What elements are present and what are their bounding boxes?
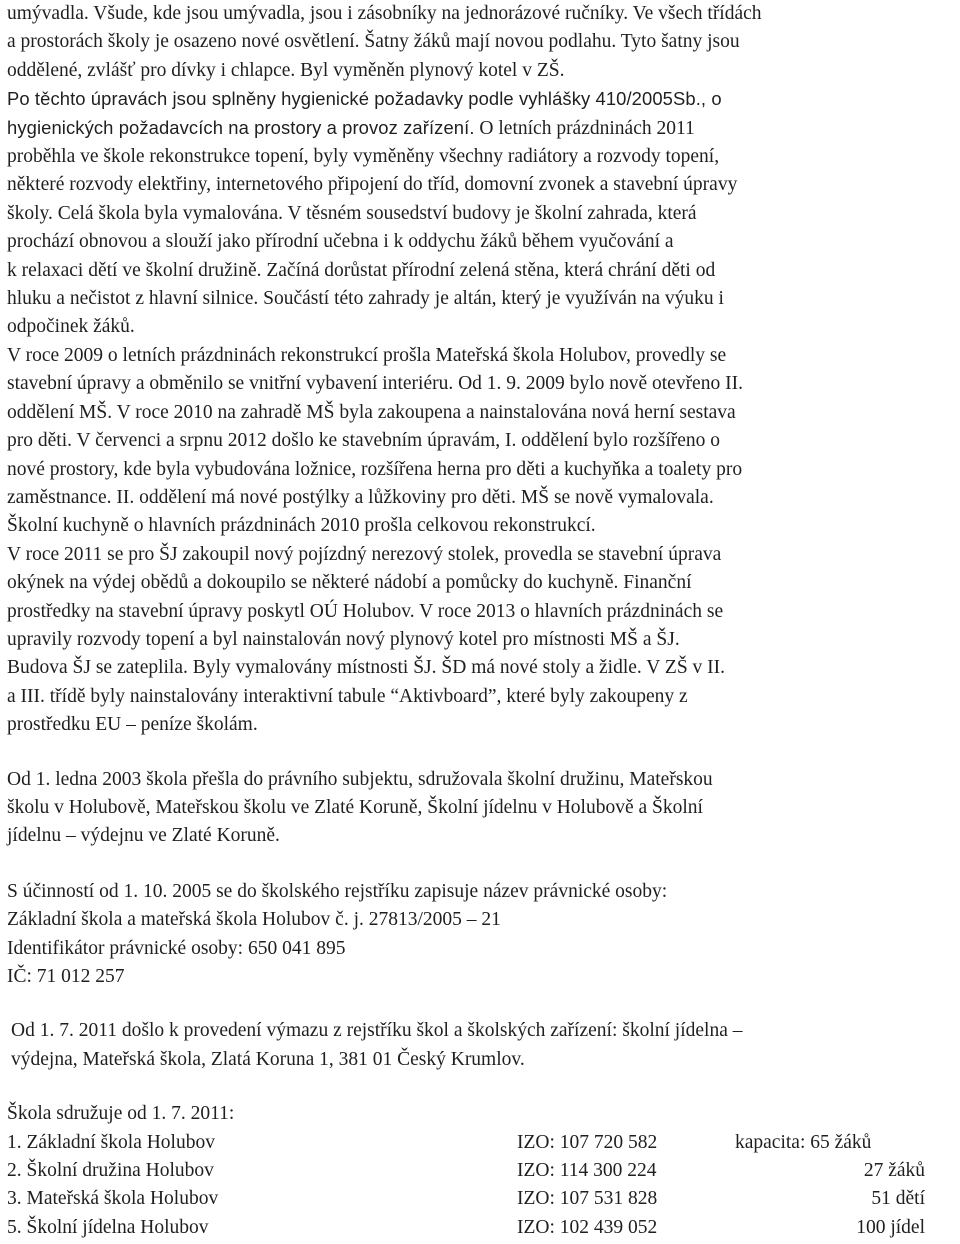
school-capacity: 51 dětí xyxy=(871,1188,925,1210)
text-line: V roce 2009 o letních prázdninách rekonstrukcí prošla Mateřská škola Holubov, provedly se xyxy=(7,344,727,366)
text-line: pro děti. V červenci a srpnu 2012 došlo ke stavebním úpravám, I. oddělení bylo rozšířeno o xyxy=(7,430,721,452)
text-line: upravily rozvody topení a byl nainstalován nový plynový kotel pro místnosti MŠ a ŠJ. xyxy=(7,628,680,650)
text-line: Základní škola a mateřská škola Holubov č. j. 27813/2005 – 21 xyxy=(7,909,501,931)
schools-table xyxy=(7,1129,925,1243)
text-line: a III. třídě byly nainstalovány interaktivní tabule “Aktivboard”, které byly zakoupeny z xyxy=(7,685,688,707)
text-line: okýnek na výdej obědů a dokoupilo se některé nádobí a pomůcky do kuchyně. Finanční xyxy=(7,572,692,594)
text-line: Školní kuchyně o hlavních prázdninách 2010 prošla celkovou rekonstrukcí. xyxy=(7,515,596,537)
paragraph-hygiene xyxy=(7,85,957,342)
text-line: hluku a nečistot z hlavní silnice. Součástí této zahrady je altán, který je využíván na výuku i xyxy=(7,288,724,310)
text-line: zaměstnance. II. oddělení má nové postýlky a lůžkoviny pro děti. MŠ se nově vymalovala. xyxy=(7,486,714,508)
paragraph-facilities xyxy=(7,0,957,85)
text-line: prochází obnovou a slouží jako přírodní učebna i k oddychu žáků během vyučování a xyxy=(7,231,674,253)
school-name: 5. Školní jídelna Holubov xyxy=(7,1216,209,1238)
school-capacity: kapacita: 65 žáků xyxy=(735,1131,872,1153)
school-izo: IZO: 114 300 224 xyxy=(517,1160,657,1182)
text-line: O letních prázdninách 2011 xyxy=(474,117,695,139)
text-line: školu v Holubově, Mateřskou školu ve Zlaté Koruně, Školní jídelnu v Holubově a Školní xyxy=(7,796,703,818)
text-line: a prostorách školy je osazeno nové osvětlení. Šatny žáků mají novou podlahu. Tyto šatny jsou xyxy=(7,31,740,53)
text-line: proběhla ve škole rekonstrukce topení, byly vyměněny všechny radiátory a rozvody topení, xyxy=(7,146,720,168)
school-name: 3. Mateřská škola Holubov xyxy=(7,1188,219,1210)
school-izo: IZO: 102 439 052 xyxy=(517,1216,658,1238)
table-row xyxy=(7,1185,925,1213)
school-izo: IZO: 107 720 582 xyxy=(517,1131,658,1153)
text-line: odpočinek žáků. xyxy=(7,316,135,338)
text-line: Identifikátor právnické osoby: 650 041 895 xyxy=(7,937,346,959)
text-line: nové prostory, kde byla vybudována ložnice, rozšířena herna pro děti a kuchyňka a toalety pro xyxy=(7,458,743,480)
text-line: oddělení MŠ. V roce 2010 na zahradě MŠ byla zakoupena a nainstalována nová herní sestava xyxy=(7,401,736,423)
school-capacity: 100 jídel xyxy=(856,1216,925,1238)
table-row xyxy=(7,1157,925,1185)
paragraph-kindergarten xyxy=(7,342,957,740)
schools-heading: Škola sdružuje od 1. 7. 2011: xyxy=(7,1103,235,1125)
text-line: školy. Celá škola byla vymalována. V těsném sousedství budovy je školní zahrada, která xyxy=(7,202,697,224)
text-line: IČ: 71 012 257 xyxy=(7,966,125,987)
text-line: Od 1. ledna 2003 škola přešla do právního subjektu, sdružovala školní družinu, Mateřskou xyxy=(7,768,713,790)
text-line: stavební úpravy a obměnilo se vnitřní vybavení interiéru. Od 1. 9. 2009 bylo nově otevřeno II. xyxy=(7,373,743,395)
paragraph-registry xyxy=(7,878,957,992)
text-line: jídelnu – výdejnu ve Zlaté Koruně. xyxy=(7,825,280,847)
document-page xyxy=(7,0,957,1242)
text-line: prostředky na stavební úpravy poskytl OÚ Holubov. V roce 2013 o hlavních prázdninách se xyxy=(7,600,724,622)
text-line: prostředku EU – peníze školám. xyxy=(7,714,258,736)
text-line: Od 1. 7. 2011 došlo k provedení výmazu z rejstříku škol a školských zařízení: školní jídelna – xyxy=(11,1020,743,1042)
text-line: výdejna, Mateřská škola, Zlatá Koruna 1, 381 01 Český Krumlov. xyxy=(11,1048,525,1070)
school-name: 1. Základní škola Holubov xyxy=(7,1131,215,1153)
table-row xyxy=(7,1214,925,1242)
text-line: hygienických požadavcích na prostory a provoz zařízení. xyxy=(7,116,475,138)
table-row xyxy=(7,1129,925,1157)
text-line: některé rozvody elektřiny, internetového připojení do tříd, domovní zvonek a stavební úpravy xyxy=(7,174,738,196)
paragraph-deletion xyxy=(7,1017,957,1074)
text-line: oddělené, zvlášť pro dívky i chlapce. Byl vyměněn plynový kotel v ZŠ. xyxy=(7,59,565,81)
text-line: k relaxaci dětí ve školní družině. Začíná dorůstat přírodní zelená stěna, která chrání děti od xyxy=(7,259,716,281)
text-line: Po těchto úpravách jsou splněny hygienické požadavky podle vyhlášky 410/2005Sb., o xyxy=(7,88,722,110)
school-izo: IZO: 107 531 828 xyxy=(517,1188,658,1210)
school-capacity: 27 žáků xyxy=(863,1160,925,1182)
text-line: S účinností od 1. 10. 2005 se do školského rejstříku zapisuje název právnické osoby: xyxy=(7,880,668,902)
text-line: umývadla. Všude, kde jsou umývadla, jsou i zásobníky na jednorázové ručníky. Ve všech třídách xyxy=(7,3,762,24)
school-name: 2. Školní družina Holubov xyxy=(7,1160,214,1182)
paragraph-legal-subject xyxy=(7,766,957,851)
text-line: V roce 2011 se pro ŠJ zakoupil nový pojízdný nerezový stolek, provedla se stavební úprava xyxy=(7,543,722,565)
text-line: Budova ŠJ se zateplila. Byly vymalovány místnosti ŠJ. ŠD má nové stoly a židle. V ZŠ v II. xyxy=(7,657,726,679)
